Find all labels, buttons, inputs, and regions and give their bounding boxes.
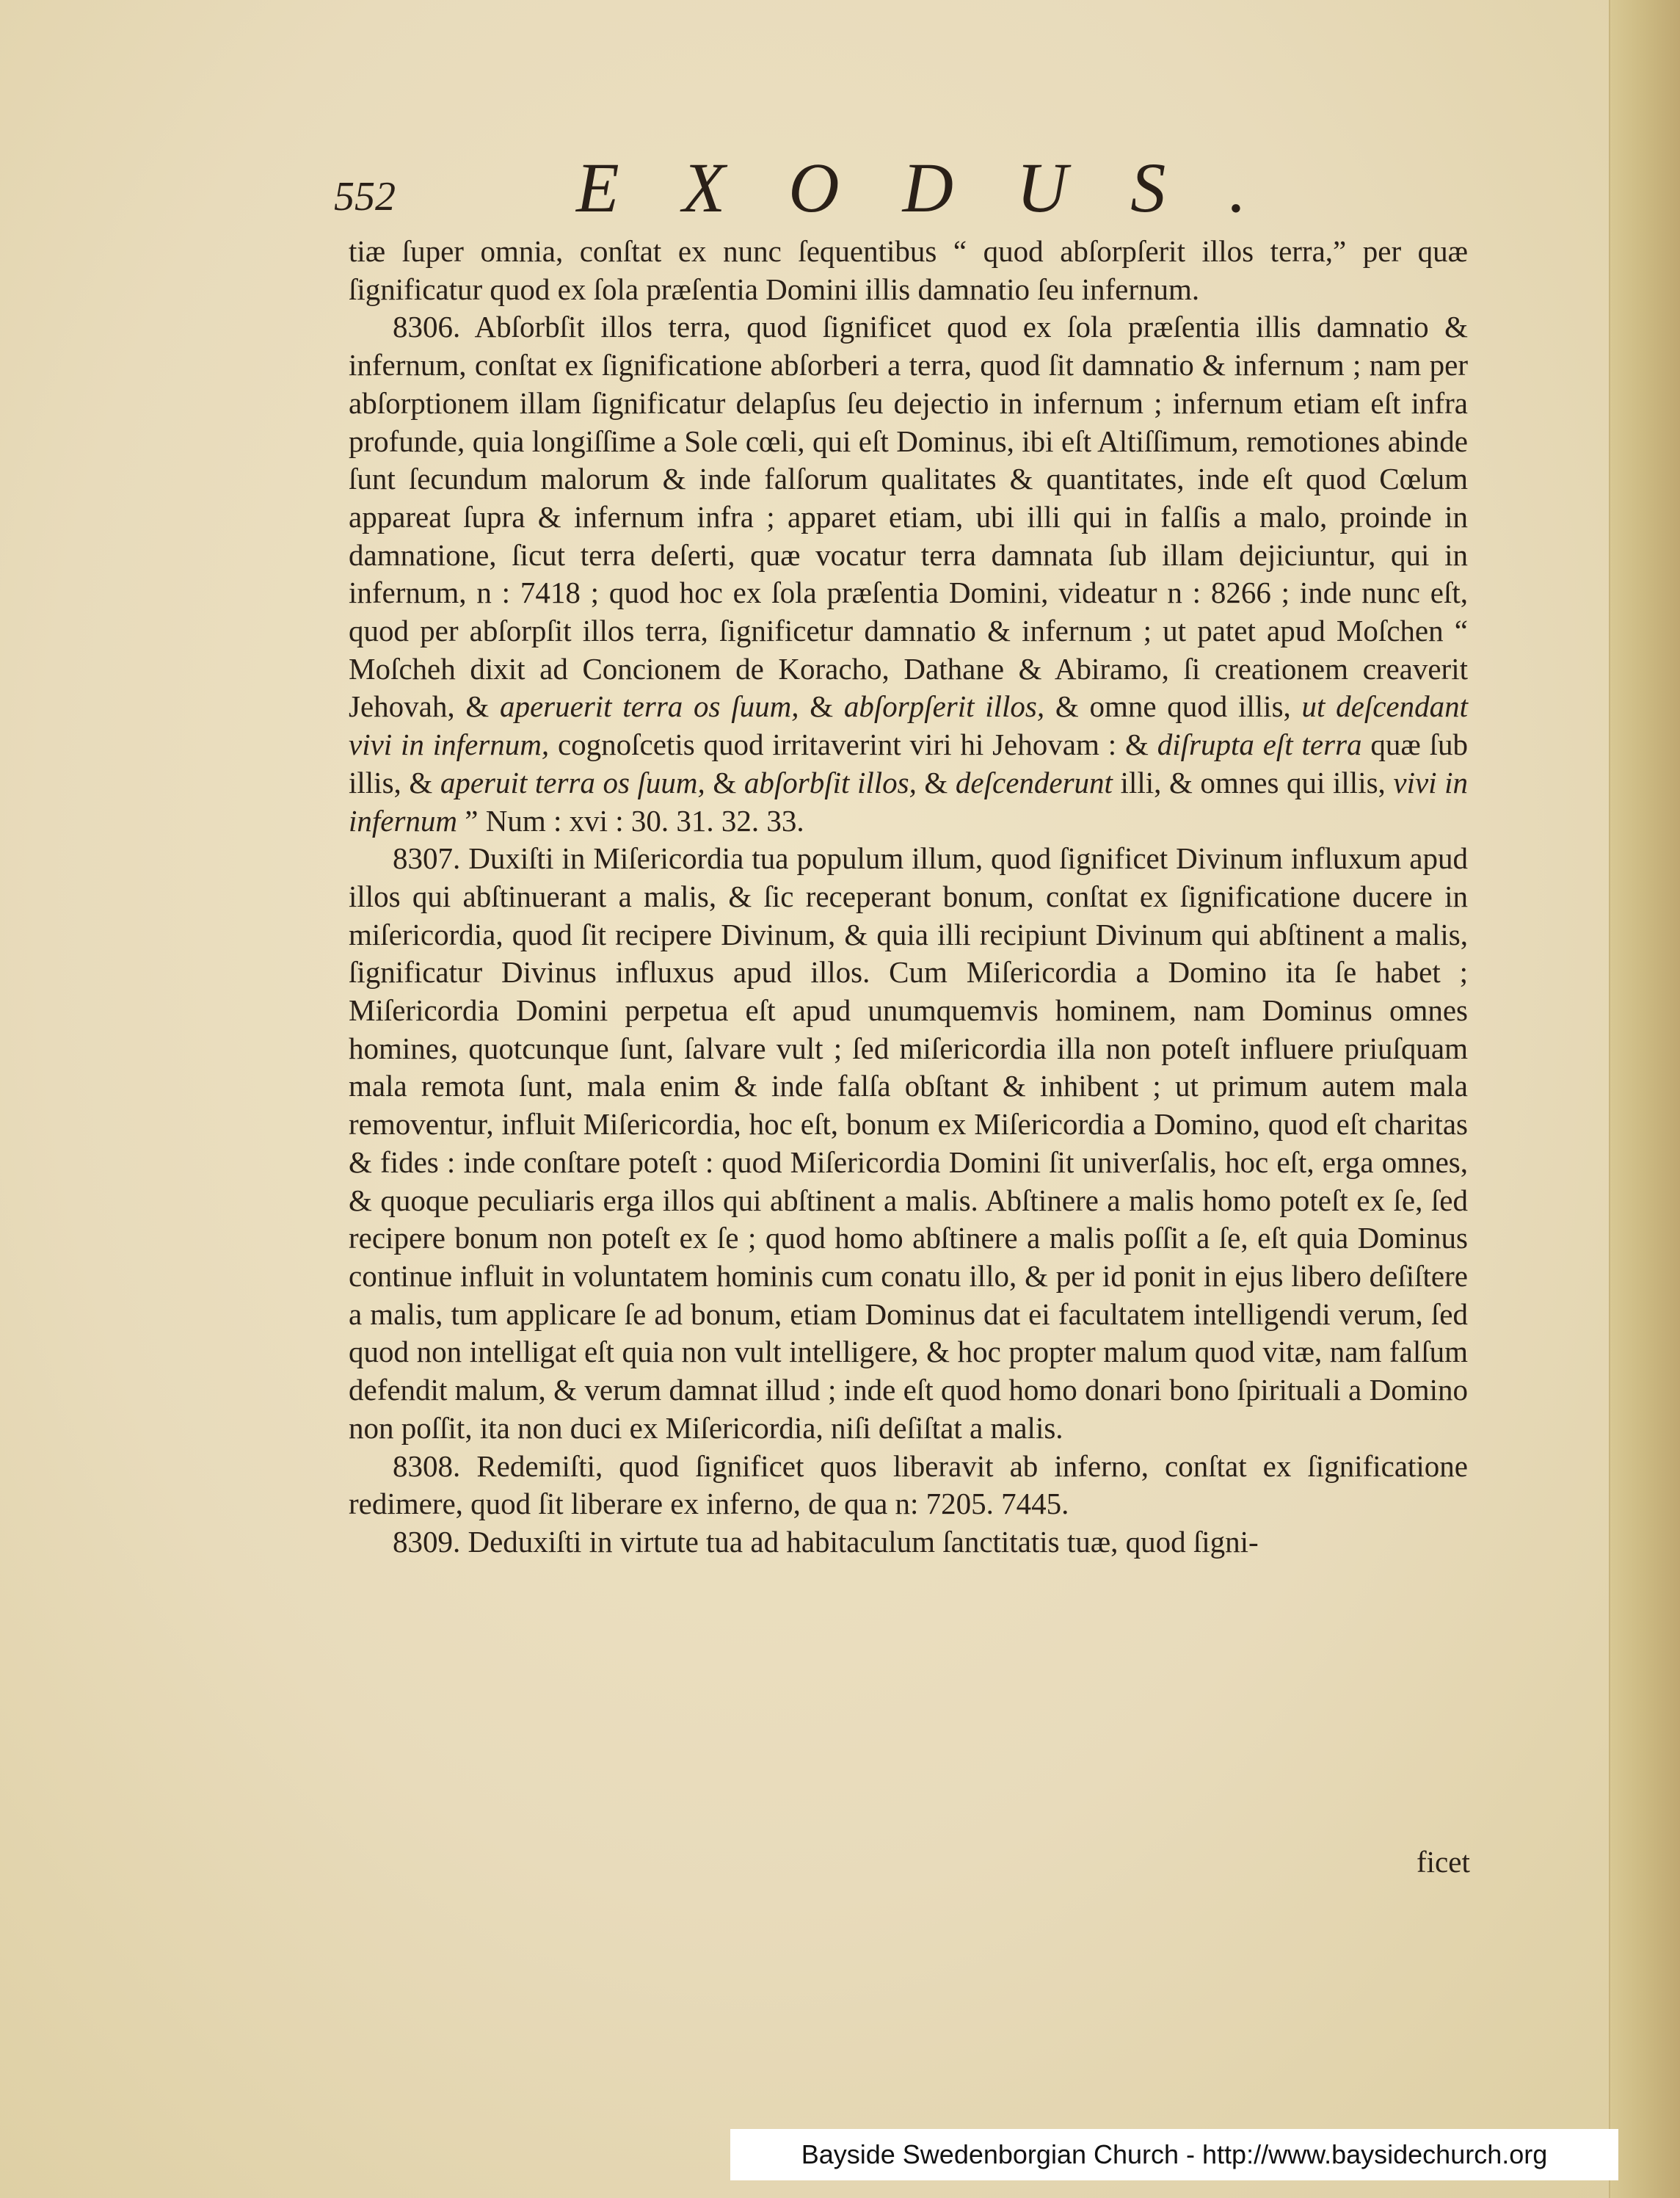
paragraph-text: Duxiſti in Miſericordia tua populum illum, quod ſignificet Divinum influxum apud illos qui abſtinuerant a malis, & ſic receperant bonum, conſtat ex ſignificatione ducere in miſericordia, quod ſit recipere Divinum, & quia illi recipiunt Divinum qui abſtinent a malis, ſignificatur Divinus influxus apud illos. Cum Miſericordia a Domino ita ſe habet ; Miſericordia Domini perpetua eſt apud unumquemvis hominem, nam Dominus omnes homines, quotcunque ſunt, ſalvare vult ; ſed miſericordia illa non poteſt influere priuſquam mala remota ſunt, mala enim & inde falſa obſtant & inhibent ; ut primum autem mala removentur, influit Miſericordia, hoc eſt, bonum ex Miſericordia a Domino, quod eſt charitas & fides : inde conſtare poteſt : quod Miſericordia Domini ſit univerſalis, hoc eſt, erga omnes, & quoque peculiaris erga illos qui abſtinent a malis. Abſtinere a malis homo poteſt ex ſe, ſed recipere bonum non poteſt ex ſe ; quod homo abſtinere a malis poſſit a ſe, eſt quia Dominus continue influit in voluntatem hominis cum conatu illo, & per id ponit in ejus libero deſiſtere a malis, tum applicare ſe ad bonum, etiam Dominus dat ei facultatem intelligendi verum, ſed quod non intelligat eſt quia non vult intelligere, & hoc propter malum quod vitæ, nam falſum defendit malum, & verum damnat illud ; inde eſt quod homo donari bono ſpirituali a Domino non poſſit, ita non duci ex Miſericordia, niſi deſiſtat a malis. bbox=[349, 841, 1469, 1445]
paragraph-8306 bbox=[349, 308, 1468, 840]
body-text bbox=[349, 233, 1468, 1562]
paragraph-8307 bbox=[349, 840, 1468, 1447]
italic-quote: vivi in infernum bbox=[349, 765, 1469, 838]
paragraph-text: illi, & omnes qui illis, bbox=[1120, 765, 1386, 799]
paragraph-text: Abſorbſit illos terra, quod ſignificet quod ex ſola præſentia illis damnatio & infernum, conſtat ex ſignificatione abſorberi a terra, quod ſit damnatio & infernum ; nam per abſorptionem illam ſignificatur delapſus ſeu dejectio in infernum ; infernum etiam eſt infra profunde, quia longiſſime a Sole cœli, qui eſt Dominus, ibi eſt Altiſſimum, remotiones abinde ſunt ſecundum malorum & inde falſorum qualitates & quantitates, inde eſt quod Cœlum appareat ſupra & infernum infra ; apparet etiam, ubi illi qui in falſis a malo, proinde in damnatione, ſicut terra deſerti, quæ vocatur terra damnata ſub illam dejiciuntur, qui in infernum, n : 7418 ; quod hoc ex ſola præſentia Domini, videatur n : 8266 ; inde nunc eſt, quod per abſorpſit illos terra, ſignificetur damnatio & infernum ; ut patet apud Moſchen “ Moſcheh dixit ad Concionem de Koracho, Dathane & Abiramo, ſi creationem creaverit Jehovah, & bbox=[349, 310, 1469, 724]
paragraph-8308 bbox=[349, 1448, 1468, 1523]
running-title: EXODUS. bbox=[576, 148, 1310, 227]
paragraph-text: & bbox=[924, 765, 948, 799]
page-header bbox=[334, 147, 1538, 235]
italic-quote: aperuit terra os ſuum, bbox=[440, 765, 705, 799]
paragraph-text: ” Num : xvi : 30. 31. 32. 33. bbox=[465, 803, 804, 838]
paragraph-number: 8308. bbox=[393, 1448, 461, 1483]
paragraph-text: & bbox=[713, 765, 737, 799]
paragraph-text: quæ ſub illis, & bbox=[349, 728, 1469, 799]
watermark-banner: Bayside Swedenborgian Church - http://www.baysidechurch.org bbox=[730, 2129, 1618, 2180]
italic-quote: abſorpſerit illos, bbox=[843, 689, 1045, 724]
italic-quote: aperuerit terra os ſuum, bbox=[499, 689, 799, 724]
paragraph-text: Redemiſti, quod ſignificet quos liberavit ab inferno, conſtat ex ſignificatione redimere, quod ſit liberare ex inferno, de qua n: 7205. 7445. bbox=[349, 1448, 1469, 1521]
paragraph-number: 8307. bbox=[393, 841, 461, 876]
page-number: 552 bbox=[334, 174, 396, 220]
paragraph-text: tiæ ſuper omnia, conſtat ex nunc ſequentibus “ quod abſorpſerit illos terra,” per quæ ſignificatur quod ex ſola præſentia Domini illis damnatio ſeu infernum. bbox=[349, 234, 1468, 306]
italic-quote: deſcenderunt bbox=[955, 765, 1113, 799]
italic-quote: diſrupta eſt terra bbox=[1157, 728, 1362, 762]
paragraph-text: & omne quod illis, bbox=[1055, 689, 1291, 724]
paragraph-text: Deduxiſti in virtute tua ad habitaculum ſanctitatis tuæ, quod ſigni- bbox=[468, 1524, 1259, 1559]
paragraph-continuation bbox=[349, 233, 1468, 308]
catchword: ficet bbox=[1417, 1845, 1470, 1879]
paragraph-number: 8309. bbox=[393, 1524, 461, 1559]
page-edge-shadow bbox=[1609, 0, 1680, 2198]
paragraph-8309 bbox=[349, 1523, 1468, 1562]
paragraph-text: & bbox=[810, 689, 834, 724]
paragraph-number: 8306. bbox=[393, 310, 461, 344]
italic-quote: ut deſcendant vivi in infernum, bbox=[349, 689, 1469, 762]
paragraph-text: cognoſcetis quod irritaverint viri hi Jehovam : & bbox=[557, 728, 1149, 762]
italic-quote: abſorbſit illos, bbox=[743, 765, 917, 799]
